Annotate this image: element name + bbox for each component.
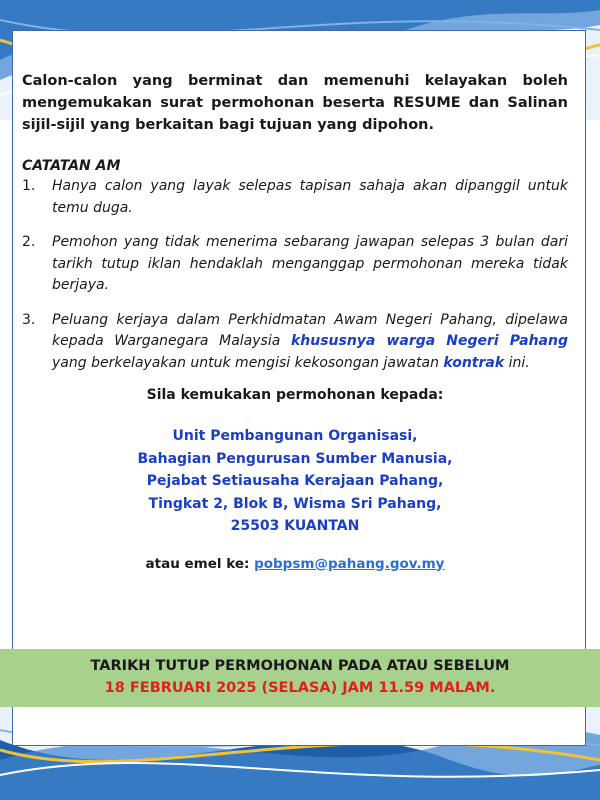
- highlight-text: kontrak: [443, 354, 505, 371]
- highlight-text: khususnya warga Negeri Pahang: [290, 333, 568, 349]
- intro-paragraph: Calon-calon yang berminat dan memenuhi kelayakan boleh mengemukakan surat permohonan beserta RESUME dan Salinan sijil-sijil yang berkaitan bagi tujuan yang dipohon.: [22, 73, 568, 133]
- submit-instruction: Sila kemukakan permohonan kepada:: [146, 387, 444, 403]
- address-line: Pejabat Setiausaha Kerajaan Pahang,: [146, 473, 444, 489]
- note-item: [22, 232, 568, 297]
- address-line: Bahagian Pengurusan Sumber Manusia,: [137, 450, 453, 467]
- catatan-heading: CATATAN AM: [22, 158, 121, 174]
- address-line: Unit Pembangunan Organisasi,: [172, 428, 418, 444]
- note-text-part: yang berkelayakan untuk mengisi kekosongan jawatan: [52, 354, 444, 371]
- note-number: 1.: [22, 178, 36, 194]
- note-text: Hanya calon yang layak selepas tapisan sahaja akan dipanggil untuk temu duga.: [52, 178, 568, 216]
- email-link[interactable]: pobpsm@pahang.gov.my: [254, 555, 445, 572]
- note-text: [52, 310, 568, 375]
- deadline-banner: [0, 649, 600, 707]
- address-line: Tingkat 2, Blok B, Wisma Sri Pahang,: [148, 495, 442, 512]
- note-text-part: Peluang kerjaya dalam Perkhidmatan Awam Negeri Pahang, dipelawa kepada Warganegara Malaysia: [52, 311, 568, 349]
- note-item: [22, 176, 568, 219]
- email-prefix: atau emel ke:: [145, 555, 255, 572]
- note-text-part: ini.: [504, 354, 530, 371]
- deadline-line-1: TARIKH TUTUP PERMOHONAN PADA ATAU SEBELUM: [90, 658, 510, 674]
- note-item: [22, 310, 568, 375]
- notes-list: [22, 176, 568, 374]
- email-line: [22, 556, 568, 572]
- address-line: 25503 KUANTAN: [230, 518, 360, 534]
- announcement-body: [22, 70, 568, 572]
- mailing-address: [22, 425, 568, 538]
- note-text: Pemohon yang tidak menerima sebarang jawapan selepas 3 bulan dari tarikh tutup iklan hendaklah menganggap permohonan mereka tidak berjaya.: [52, 234, 568, 293]
- note-number: 2.: [22, 234, 36, 250]
- note-number: 3.: [22, 311, 36, 328]
- deadline-line-2: 18 FEBRUARI 2025 (SELASA) JAM 11.59 MALAM.: [104, 680, 496, 696]
